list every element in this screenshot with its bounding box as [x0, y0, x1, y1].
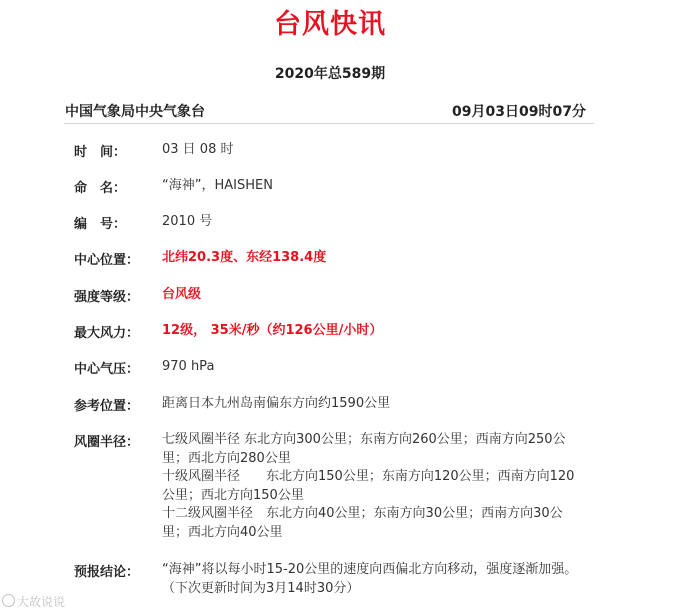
- wind-radius-value: [162, 431, 587, 542]
- wind-radius-12: 十二级风圈半径 东北方向40公里；东南方向30公里；西南方向30公里；西北方向40公里: [162, 506, 563, 540]
- reference-label: 参考位置：: [74, 399, 140, 414]
- max-wind-label: 最大风力：: [74, 326, 140, 341]
- max-wind-value: 12级， 35米/秒（约126公里/小时）: [162, 323, 383, 338]
- number-value: 2010 号: [162, 214, 213, 229]
- watermark-text: 大故说说: [17, 595, 66, 609]
- forecast-value: [162, 561, 587, 598]
- center-label: 中心位置：: [74, 253, 140, 268]
- issued-time: 09月03日09时07分: [452, 104, 586, 120]
- number-label: 编 号：: [74, 217, 127, 232]
- forecast-text: “海神”将以每小时15-20公里的速度向西偏北方向移动，强度逐渐加强。: [162, 562, 578, 577]
- header-divider: [64, 123, 594, 124]
- intensity-label: 强度等级：: [74, 290, 140, 305]
- time-label: 时 间：: [74, 145, 127, 160]
- reference-value: 距离日本九州岛南偏东方向约1590公里: [162, 396, 391, 411]
- weibo-logo-icon: [2, 594, 15, 607]
- wind-radius-label: 风圈半径：: [74, 435, 140, 450]
- time-value: 03 日 08 时: [162, 142, 234, 157]
- name-value: “海神”，HAISHEN: [162, 178, 273, 193]
- wind-radius-10: 十级风圈半径 东北方向150公里；东南方向120公里；西南方向120公里；西北方向150公里: [162, 469, 575, 503]
- name-label: 命 名：: [74, 181, 127, 196]
- watermark: [2, 593, 65, 610]
- issuing-agency: 中国气象局中央气象台: [65, 104, 205, 120]
- pressure-label: 中心气压：: [74, 362, 140, 377]
- next-update: （下次更新时间为3月14时30分）: [162, 580, 360, 596]
- bulletin-title: 台风快讯: [274, 9, 386, 40]
- pressure-value: 970 hPa: [162, 359, 215, 374]
- center-value: 北纬20.3度、东经138.4度: [162, 250, 327, 265]
- issue-number: 2020年总589期: [274, 66, 386, 82]
- intensity-value: 台风级: [162, 287, 202, 302]
- forecast-label: 预报结论：: [74, 565, 140, 580]
- wind-radius-7: 七级风圈半径 东北方向300公里；东南方向260公里；西南方向250公里；西北方向280公里: [162, 432, 566, 466]
